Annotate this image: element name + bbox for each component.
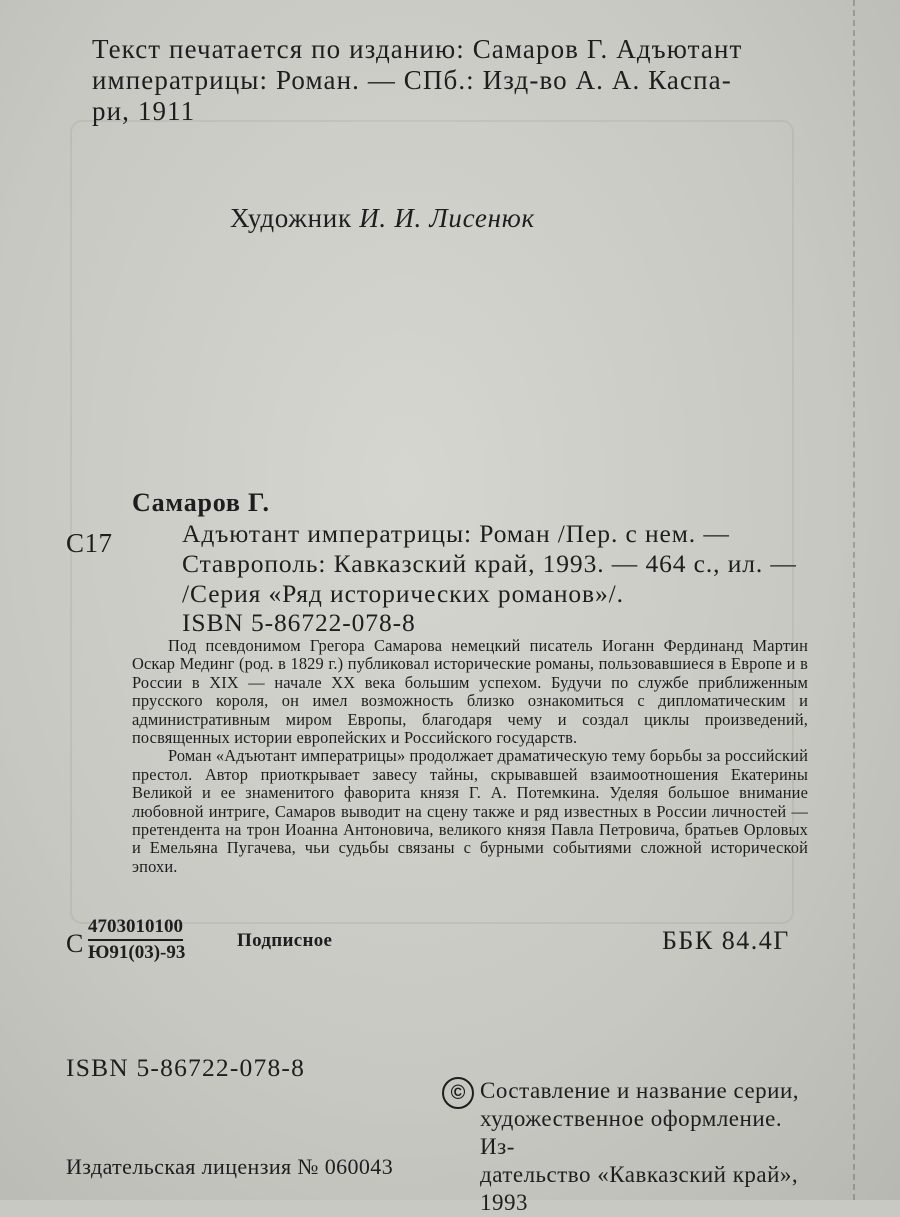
index-letter: С [66, 929, 84, 958]
source-edition-note [92, 34, 782, 127]
catalog-entry-line: Ставрополь: Кавказский край, 1993. — 464 с., ил. — [182, 549, 797, 578]
abstract-paragraph: Роман «Адъютант императрицы» продолжает драматическую тему борьбы за российский престол. Автор приоткрывает завесу тайны, скрывавшей взаимоотношения Екатерины Великой и ее знаменитого фаворита князя Г. А. Потемкина. Уделяя большое внимание любовной интриге, Самаров выводит на сцену также и ряд известных в России личностей — претендента на трон Иоанна Антоновича, великого князя Павла Петровича, братьев Орловых и Емельяна Пугачева, чьи судьбы связаны с бурными событиями сложной исторической эпохи. [132, 746, 808, 876]
footer-isbn: ISBN 5-86722-078-8 [66, 1053, 306, 1082]
index-fraction [88, 916, 185, 964]
abstract [132, 637, 808, 876]
binding-stitch [853, 0, 855, 1200]
source-note-line: Текст печатается по изданию: Самаров Г. Адъютант [92, 34, 743, 64]
index-numerator: 4703010100 [88, 916, 183, 941]
copyright-text [480, 1077, 810, 1217]
catalog-isbn: ISBN 5-86722-078-8 [182, 608, 416, 637]
copyright-line: 1993 [480, 1190, 528, 1215]
copyright-line: художественное оформление. Из- [480, 1106, 783, 1159]
artist-name: И. И. Лисенюк [359, 203, 535, 233]
artist-label: Художник [230, 203, 352, 233]
catalog-entry-line: Адъютант императрицы: Роман /Пер. с нем. — [182, 519, 730, 548]
copyright-line: Составление и название серии, [480, 1078, 800, 1103]
catalog-code: С17 [66, 528, 113, 558]
index-denominator: Ю91(03)-93 [88, 942, 186, 963]
copyright-line: дательство «Кавказский край», [480, 1162, 799, 1187]
bbk-code: ББК 84.4Г [662, 926, 790, 955]
source-note-line: императрицы: Роман. — СПб.: Изд-во А. А. Каспа- [92, 65, 732, 95]
catalog-author: Самаров Г. [132, 488, 270, 517]
abstract-paragraph: Под псевдонимом Грегора Самарова немецкий писатель Иоганн Фердинанд Мартин Оскар Мединг (род. в 1829 г.) публиковал исторические романы, пользовавшиеся в Европе и в России в XIX — начале XX века большим успехом. Будучи по службе приближенным прусского короля, он имел возможность близко ознакомиться с дипломатическим и административным миром Европы, благодаря чему и создал циклы произведений, посвященных истории европейских и Российского государств. [132, 636, 808, 748]
catalog-entry [182, 519, 812, 609]
artist-credit [230, 203, 535, 234]
catalog-entry-line: /Серия «Ряд исторических романов»/. [182, 579, 624, 608]
copyright-icon: © [442, 1077, 474, 1109]
publisher-license: Издательская лицензия № 060043 [66, 1154, 394, 1179]
subscription-label: Подписное [237, 930, 333, 951]
source-note-line: ри, 1911 [92, 96, 196, 126]
